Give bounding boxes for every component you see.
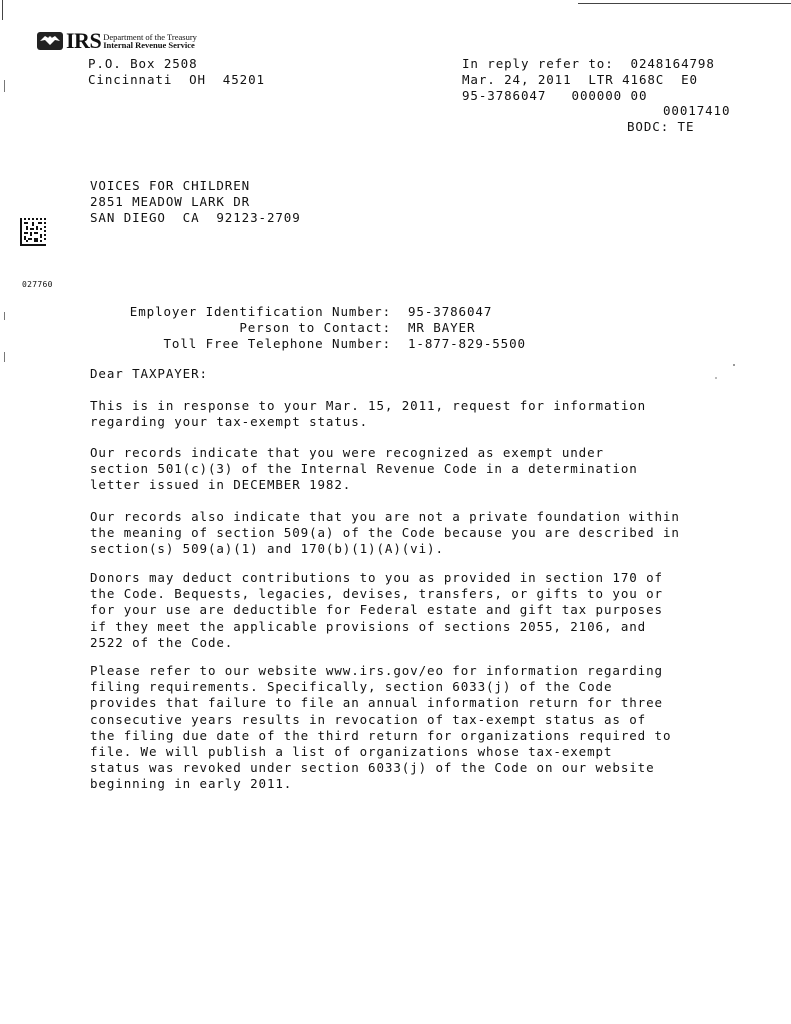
- ein-value: 95-3786047: [408, 304, 493, 319]
- ein-label: Employer Identification Number:: [129, 304, 391, 319]
- scan-mark: [4, 80, 5, 92]
- paragraph-filing-requirements: Please refer to our website www.irs.gov/eo for information regarding filing requirements. Specifically, section 6033(j) of the Code provides that failure to file an annual information return for three consecutive years results in revocation of tax-exempt status as of the filing due date of the third return for organizations required to file. We will publish a list of organizations whose tax-exempt status was revoked under section 6033(j) of the Code on our website beginning in early 2011.: [90, 663, 672, 792]
- scan-dot: [733, 364, 735, 366]
- scan-edge-left: [2, 0, 3, 20]
- contact-person-label: Person to Contact:: [239, 320, 391, 335]
- paragraph-deductibility: Donors may deduct contributions to you as provided in section 170 of the Code. Bequests, legacies, devises, transfers, or gifts to you or for your use are deductible for Federal estate and gift tax purposes if they meet the applicable provisions of sections 2055, 2106, and 2522 of the Code.: [90, 570, 663, 650]
- recipient-city-line: SAN DIEGO CA 92123-2709: [90, 210, 301, 225]
- reply-refer-line: In reply refer to: 0248164798: [462, 56, 715, 71]
- irs-logo: [36, 30, 197, 52]
- irs-wordmark: IRS: [66, 28, 102, 53]
- letter-date-line: Mar. 24, 2011 LTR 4168C E0: [462, 72, 698, 87]
- salutation: Dear TAXPAYER:: [90, 366, 208, 381]
- recipient-name: VOICES FOR CHILDREN: [90, 178, 251, 193]
- agency-name: Department of the Treasury Internal Revenue Service: [103, 31, 197, 50]
- scan-edge-top: [578, 3, 791, 4]
- recipient-street: 2851 MEADOW LARK DR: [90, 194, 251, 209]
- bodc-code: BODC: TE: [627, 119, 695, 134]
- side-code: 027760: [22, 280, 53, 289]
- scan-mark: [4, 352, 5, 362]
- phone-value: 1-877-829-5500: [408, 336, 526, 351]
- sender-city-line: Cincinnati OH 45201: [88, 72, 265, 87]
- paragraph-foundation-status: Our records also indicate that you are not a private foundation within the meaning of section 509(a) of the Code because you are described in section(s) 509(a)(1) and 170(b)(1)(A)(vi).: [90, 509, 680, 557]
- paragraph-exempt-status: Our records indicate that you were recognized as exempt under section 501(c)(3) of the Internal Revenue Code in a determination letter issued in DECEMBER 1982.: [90, 445, 638, 493]
- sequence-number: 00017410: [663, 103, 731, 118]
- paragraph-request-response: This is in response to your Mar. 15, 2011, request for information regarding your tax-exempt status.: [90, 398, 647, 430]
- sender-po-box: P.O. Box 2508: [88, 56, 198, 71]
- phone-label: Toll Free Telephone Number:: [163, 336, 391, 351]
- ein-reference-line: 95-3786047 000000 00: [462, 88, 648, 103]
- datamatrix-barcode-icon: [20, 218, 46, 246]
- eagle-seal-icon: [36, 30, 64, 52]
- scan-mark: [4, 312, 5, 320]
- scan-dot: [715, 377, 717, 379]
- contact-person-value: MR BAYER: [408, 320, 476, 335]
